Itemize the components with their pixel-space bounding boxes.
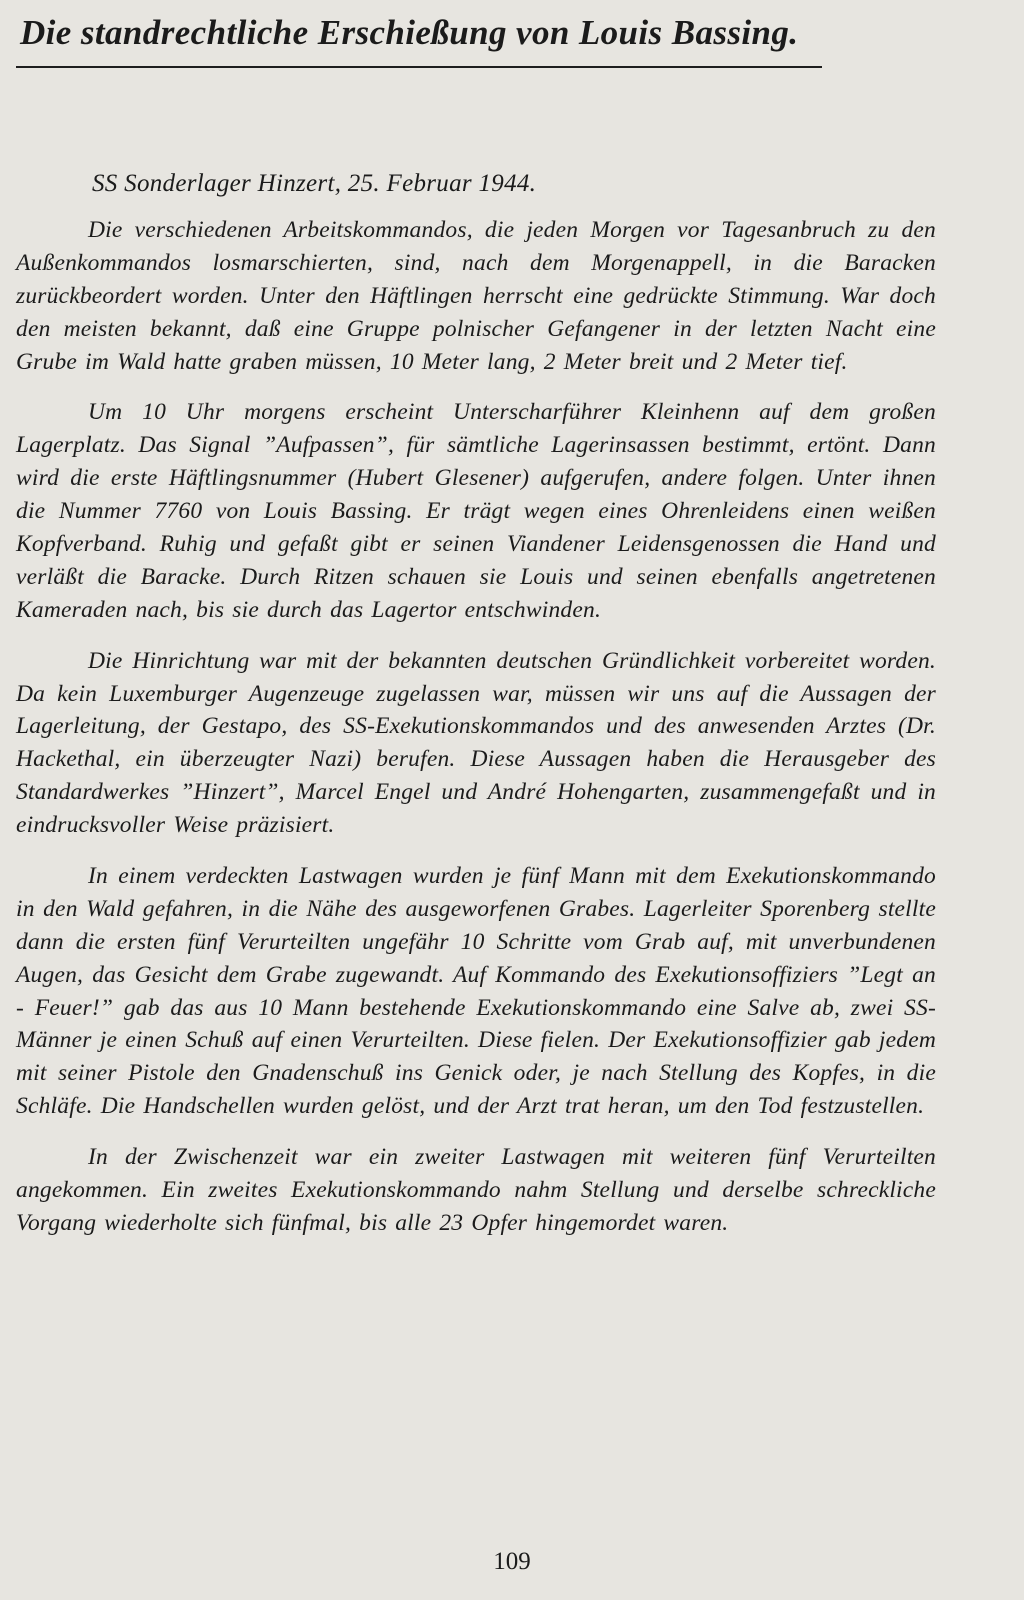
dateline: SS Sonderlager Hinzert, 25. Februar 1944. — [92, 170, 537, 197]
page-title: Die standrechtliche Erschießung von Louis Bassing. — [20, 13, 799, 52]
body-text — [16, 214, 936, 1240]
paragraph-1: Die verschiedenen Arbeitskommandos, die jeden Morgen vor Tagesanbruch zu den Außenkommandos losmarschierten, sind, nach dem Morgenappell, in die Baracken zurückbeordert worden. Unter den Häftlingen herrscht eine gedrückte Stimmung. War doch den meisten bekannt, daß eine Gruppe polnischer Gefangener in der letzten Nacht eine Grube im Wald hatte graben müssen, 10 Meter lang, 2 Meter breit und 2 Meter tief. — [16, 217, 936, 375]
paragraph-2: Um 10 Uhr morgens erscheint Unterscharführer Kleinhenn auf dem großen Lagerplatz. Das Signal ”Aufpassen”, für sämtliche Lagerinsassen bestimmt, ertönt. Dann wird die erste Häftlingsnummer (Hubert Glesener) aufgerufen, andere folgen. Unter ihnen die Nummer 7760 von Louis Bassing. Er trägt wegen eines Ohrenleidens einen weißen Kopfverband. Ruhig und gefaßt gibt er seinen Viandener Leidensgenossen die Hand und verläßt die Baracke. Durch Ritzen schauen sie Louis und seinen ebenfalls angetretenen Kameraden nach, bis sie durch das Lagertor entschwinden. — [16, 399, 936, 623]
page-number: 109 — [493, 1548, 531, 1575]
title-rule — [16, 66, 822, 68]
paragraph-4: In einem verdeckten Lastwagen wurden je fünf Mann mit dem Exekutionskommando in den Wald gefahren, in die Nähe des ausgeworfenen Grabes. Lagerleiter Sporenberg stellte dann die ersten fünf Verurteilten ungefähr 10 Schritte vom Grab auf, mit unverbundenen Augen, das Gesicht dem Grabe zugewandt. Auf Kommando des Exekutionsoffiziers ”Legt an - Feuer!” gab das aus 10 Mann bestehende Exekutionskommando eine Salve ab, zwei SS-Männer je einen Schuß auf einen Verurteilten. Diese fielen. Der Exekutionsoffizier gab jedem mit seiner Pistole den Gnadenschuß ins Genick oder, je nach Stellung des Kopfes, in die Schläfe. Die Handschellen wurden gelöst, und der Arzt trat heran, um den Tod festzustellen. — [16, 863, 936, 1120]
paragraph-3: Die Hinrichtung war mit der bekannten deutschen Gründlichkeit vorbereitet worden. Da kein Luxemburger Augenzeuge zugelassen war, müssen wir uns auf die Aussagen der Lagerleitung, der Gestapo, des SS-Exekutionskommandos und des anwesenden Arztes (Dr. Hackethal, ein überzeugter Nazi) berufen. Diese Aussagen haben die Herausgeber des Standardwerkes ”Hinzert”, Marcel Engel und André Hohengarten, zusammengefaßt und in eindrucksvoller Weise präzisiert. — [16, 647, 936, 839]
paragraph-5: In der Zwischenzeit war ein zweiter Lastwagen mit weiteren fünf Verurteilten angekommen. Ein zweites Exekutionskommando nahm Stellung und derselbe schreckliche Vorgang wiederholte sich fünfmal, bis alle 23 Opfer hingemordet waren. — [16, 1144, 936, 1236]
